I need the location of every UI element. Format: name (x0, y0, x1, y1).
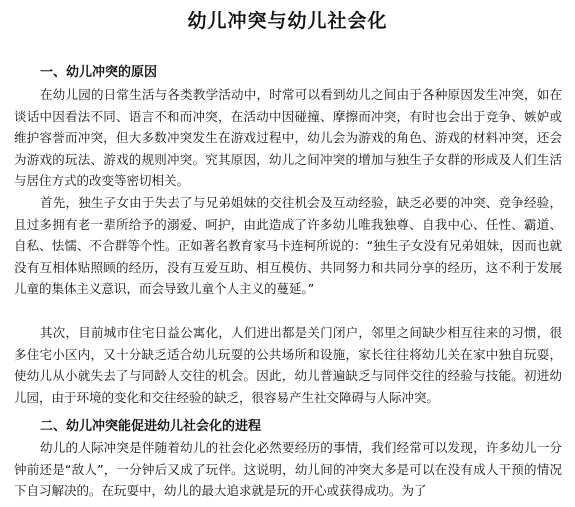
paragraph-socialization: 幼儿的人际冲突是伴随着幼儿的社会化必然要经历的事情，我们经常可以发现，许多幼儿一分钟前还是“敌人”，一分钟后又成了玩伴。这说明，幼儿间的冲突大多是可以在没有成人干预的情况下自习解决的。在玩耍中，幼儿的最大追求就是玩的开心或获得成功。为了 (14, 440, 562, 498)
document-title: 幼儿冲突与幼儿社会化 (187, 10, 388, 32)
paragraph-only-child: 首先，独生子女由于失去了与兄弟姐妹的交往机会及互动经验，缺乏必要的冲突、竞争经验，且过多拥有老一辈所给予的溺爱、呵护，由此造成了许多幼儿唯我独尊、自我中心、任性、霸道、自私、怯懦、不合群等个性。正如著名教育家马卡连柯所说的：“独生子女没有兄弟姐妹，因而也就没有互相体贴照顾的经历，没有互爱互助、相互模仿、共同努力和共同分享的经历，这不利于发展儿童的集体主义意识，而会导致儿童个人主义的蔓延。” (14, 195, 562, 296)
section-heading-causes: 一、幼儿冲突的原因 (40, 65, 158, 80)
section-heading-socialization: 二、幼儿冲突能促进幼儿社会化的进程 (40, 419, 262, 434)
paragraph-causes-intro: 在幼儿园的日常生活与各类教学活动中，时常可以看到幼儿之间由于各种原因发生冲突，如在谈话中因看法不同、语言不和而冲突，在活动中因碰撞、摩擦而冲突，有时也会出于竞争、嫉妒或维护容誉而冲突，但大多数冲突发生在游戏过程中，幼儿会为游戏的角色、游戏的材料冲突，还会为游戏的玩法、游戏的规则冲突。究其原因，幼儿之间冲突的增加与独生子女群的形成及人们生活与居住方式的改变等密切相关。 (14, 87, 562, 188)
paragraph-housing: 其次，目前城市住宅日益公寓化，人们进出都是关门闭户，邻里之间缺少相互往来的习惯，很多住宅小区内，又十分缺乏适合幼儿玩耍的公共场所和设施，家长往往将幼儿关在家中独自玩耍，使幼儿从小就失去了与同龄人交往的机会。因此，幼儿普遍缺乏与同伴交往的经验与技能。初进幼儿园，由于环境的变化和交往经验的缺乏，很容易产生社交障碍与人际冲突。 (14, 325, 562, 405)
